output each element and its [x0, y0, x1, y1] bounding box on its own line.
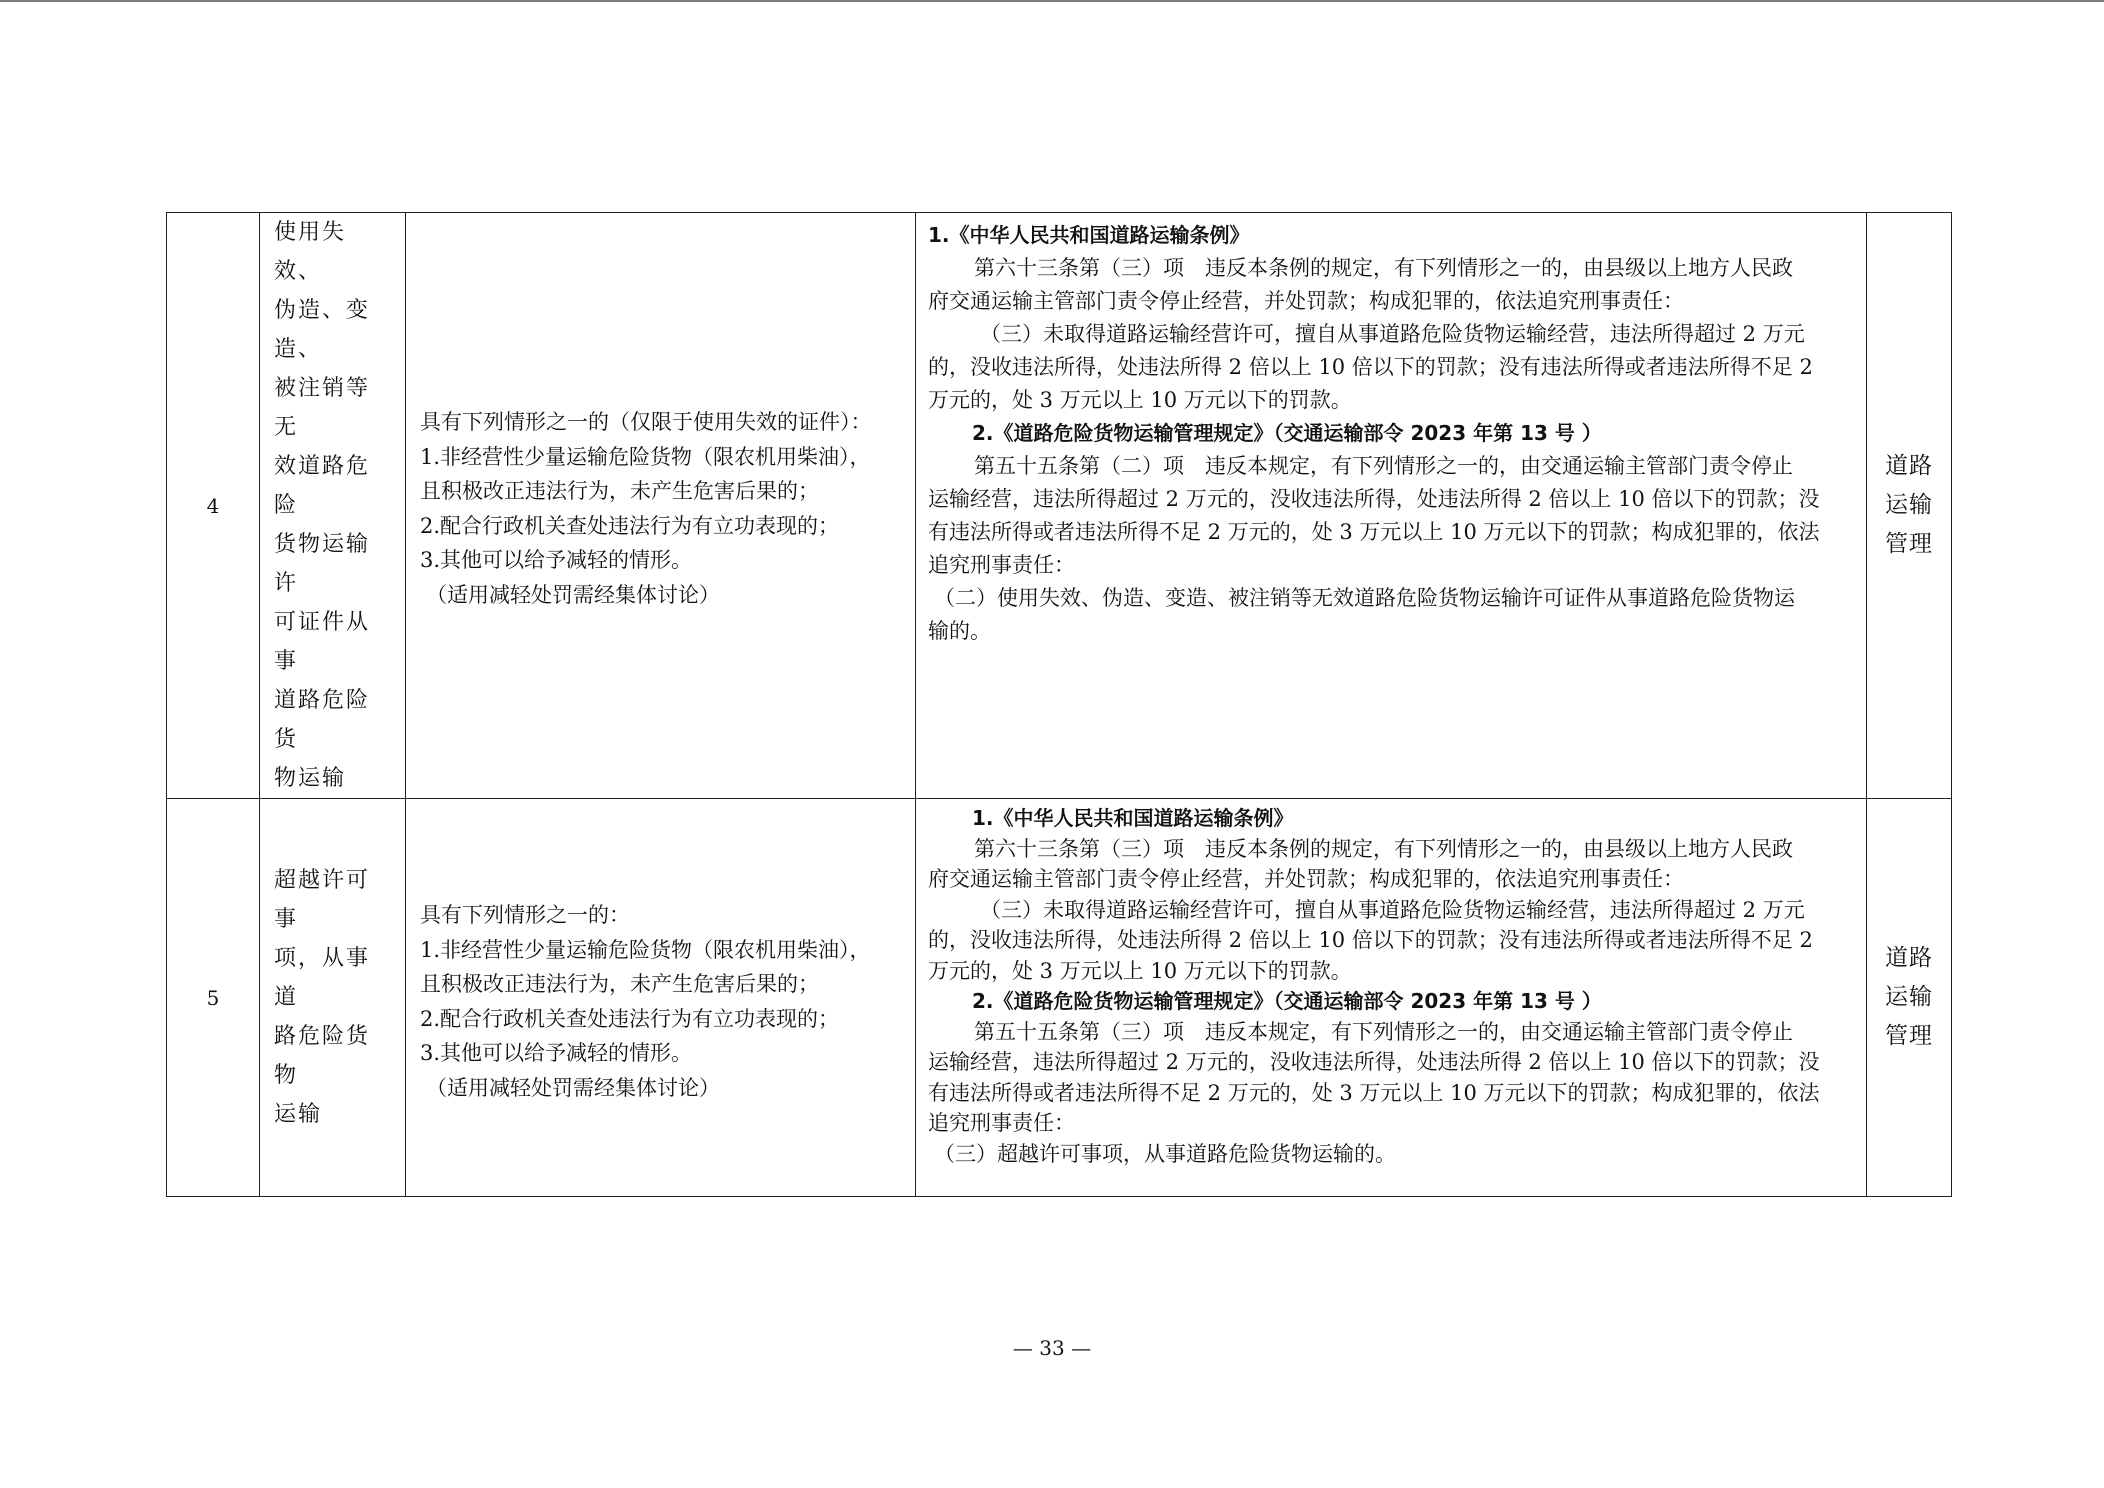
mitigation-conditions — [406, 890, 915, 1105]
violation-line: 使用失效、 — [274, 220, 347, 284]
violation-cell — [260, 213, 406, 799]
legal-basis — [916, 213, 1866, 648]
violation-line: 被注销等无 — [274, 376, 371, 440]
law-title: 1.《中华人民共和国道路运输条例》 — [928, 223, 1250, 247]
law-line: 输的。 — [928, 619, 991, 643]
law-line: 有违法所得或者违法所得不足 2 万元的，处 3 万元以上 10 万元以下的罚款；构成犯罪的，依法 — [928, 520, 1820, 544]
law-line: 第六十三条第（三）项 违反本条例的规定，有下列情形之一的，由县级以上地方人民政 — [974, 256, 1793, 280]
law-line: 运输经营，违法所得超过 2 万元的，没收违法所得，处违法所得 2 倍以上 10 倍以下的罚款；没 — [928, 487, 1820, 511]
law-line: 运输经营，违法所得超过 2 万元的，没收违法所得，处违法所得 2 倍以上 10 倍以下的罚款；没 — [928, 1050, 1820, 1074]
legal-basis-cell — [916, 213, 1867, 799]
violation-text — [260, 213, 405, 798]
department — [1867, 939, 1951, 1056]
regulation-title: 2.《道路危险货物运输管理规定》（交通运输部令 2023 年第 13 号 ） — [972, 421, 1602, 445]
law-line: 府交通运输主管部门责令停止经营，并处罚款；构成犯罪的，依法追究刑事责任： — [928, 867, 1684, 891]
department — [1867, 447, 1951, 564]
department-line: 管理 — [1885, 531, 1933, 557]
law-line: 第五十五条第（二）项 违反本规定，有下列情形之一的，由交通运输主管部门责令停止 — [974, 454, 1793, 478]
condition-line: 且积极改正违法行为，未产生危害后果的； — [420, 972, 819, 996]
violation-line: 项，从事道 — [274, 946, 371, 1010]
violation-text — [260, 861, 405, 1134]
row-number-cell — [167, 799, 260, 1197]
regulation-title: 2.《道路危险货物运输管理规定》（交通运输部令 2023 年第 13 号 ） — [972, 989, 1602, 1013]
table-row — [167, 213, 1952, 799]
law-line: 府交通运输主管部门责令停止经营，并处罚款；构成犯罪的，依法追究刑事责任： — [928, 289, 1684, 313]
violation-line: 可证件从事 — [274, 610, 371, 674]
row-number: 4 — [206, 493, 220, 518]
condition-note: （适用减轻处罚需经集体讨论） — [426, 1075, 720, 1100]
violation-line: 效道路危险 — [274, 454, 371, 518]
mitigation-conditions — [406, 399, 915, 612]
condition-line: 1.非经营性少量运输危险货物（限农机用柴油）， — [420, 937, 871, 962]
top-border-line — [0, 0, 2104, 2]
department-cell — [1867, 799, 1952, 1197]
violation-line: 超越许可事 — [274, 868, 371, 932]
row-number: 5 — [206, 985, 220, 1010]
department-cell — [1867, 213, 1952, 799]
department-line: 运输 — [1885, 984, 1933, 1010]
law-line: （三）未取得道路运输经营许可，擅自从事道路危险货物运输经营，违法所得超过 2 万元 — [980, 322, 1805, 346]
department-line: 道路 — [1885, 453, 1933, 479]
law-line: 的，没收违法所得，处违法所得 2 倍以上 10 倍以下的罚款；没有违法所得或者违法所得不足 2 — [928, 928, 1813, 952]
department-line: 道路 — [1885, 945, 1933, 971]
violation-line: 伪造、变造、 — [274, 298, 371, 362]
violation-cell — [260, 799, 406, 1197]
law-line: 有违法所得或者违法所得不足 2 万元的，处 3 万元以上 10 万元以下的罚款；构成犯罪的，依法 — [928, 1080, 1820, 1105]
penalty-table — [166, 212, 1952, 1197]
condition-line: 具有下列情形之一的（仅限于使用失效的证件）： — [420, 410, 872, 434]
law-line: （二）使用失效、伪造、变造、被注销等无效道路危险货物运输许可证件从事道路危险货物运 — [934, 586, 1795, 610]
law-line: （三）超越许可事项，从事道路危险货物运输的。 — [934, 1141, 1396, 1166]
law-line: 万元的，处 3 万元以上 10 万元以下的罚款。 — [928, 388, 1352, 412]
violation-line: 路危险货物 — [274, 1024, 371, 1088]
department-line: 运输 — [1885, 492, 1933, 518]
condition-line: 2.配合行政机关查处违法行为有立功表现的； — [420, 513, 840, 538]
condition-line: 具有下列情形之一的： — [420, 903, 630, 927]
law-line: 追究刑事责任： — [928, 553, 1075, 577]
department-line: 管理 — [1885, 1023, 1933, 1049]
page-number: — 33 — — [1012, 1336, 1092, 1360]
violation-line: 运输 — [274, 1102, 323, 1127]
violation-line: 货物运输许 — [274, 532, 371, 596]
law-line: 的，没收违法所得，处违法所得 2 倍以上 10 倍以下的罚款；没有违法所得或者违法所得不足 2 — [928, 355, 1813, 379]
row-number-cell — [167, 213, 260, 799]
law-line: （三）未取得道路运输经营许可，擅自从事道路危险货物运输经营，违法所得超过 2 万元 — [980, 897, 1805, 922]
law-title: 1.《中华人民共和国道路运输条例》 — [972, 806, 1294, 830]
law-line: 第五十五条第（三）项 违反本规定，有下列情形之一的，由交通运输主管部门责令停止 — [974, 1019, 1793, 1044]
legal-basis — [916, 799, 1866, 1169]
condition-line: 3.其他可以给予减轻的情形。 — [420, 1041, 693, 1065]
violation-line: 道路危险货 — [274, 688, 371, 752]
violation-line: 物运输 — [274, 766, 347, 791]
mitigation-conditions-cell — [406, 213, 916, 799]
legal-basis-cell — [916, 799, 1867, 1197]
law-line: 追究刑事责任： — [928, 1111, 1075, 1135]
condition-line: 且积极改正违法行为，未产生危害后果的； — [420, 479, 819, 503]
law-line: 万元的，处 3 万元以上 10 万元以下的罚款。 — [928, 958, 1352, 983]
condition-line: 3.其他可以给予减轻的情形。 — [420, 548, 693, 572]
law-line: 第六十三条第（三）项 违反本条例的规定，有下列情形之一的，由县级以上地方人民政 — [974, 836, 1793, 861]
condition-note: （适用减轻处罚需经集体讨论） — [426, 582, 720, 607]
condition-line: 2.配合行政机关查处违法行为有立功表现的； — [420, 1006, 840, 1031]
table-row — [167, 799, 1952, 1197]
mitigation-conditions-cell — [406, 799, 916, 1197]
condition-line: 1.非经营性少量运输危险货物（限农机用柴油）， — [420, 444, 871, 469]
